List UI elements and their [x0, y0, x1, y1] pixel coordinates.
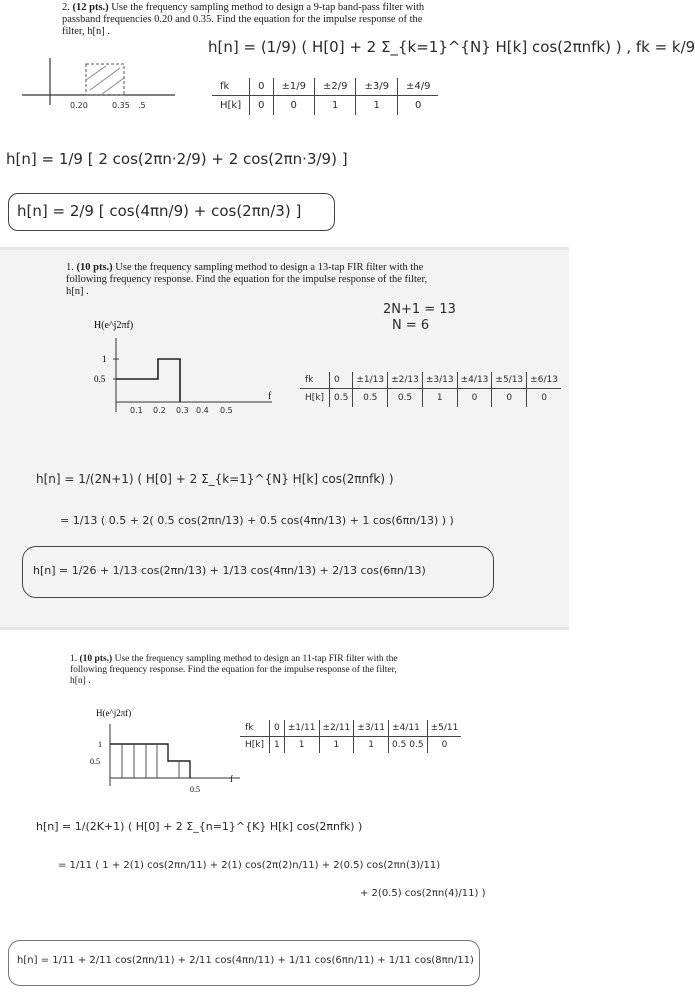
- table-row: [240, 720, 461, 737]
- table-cell: 1: [319, 737, 354, 754]
- table-cell: 0: [250, 78, 273, 96]
- table-cell: 0: [492, 389, 527, 408]
- table-cell: ±5/11: [430, 723, 459, 733]
- table-cell: ±6/13: [530, 375, 558, 385]
- statement-line-3: filter, h[n] .: [62, 26, 110, 37]
- row-label: fk: [300, 372, 330, 389]
- sample-table: [212, 78, 438, 115]
- problem-1-panel: [0, 0, 695, 250]
- plot-ylabel: H(e^j2πf): [94, 320, 134, 331]
- solution-step-1: = 1/11 ( 1 + 2(1) cos(2πn/11) + 2(1) cos(2π(2)n/11) + 2(0.5) cos(2πn(3)/11): [58, 860, 441, 871]
- table-row: [300, 389, 561, 408]
- x-tick-label: 0.1: [130, 406, 143, 415]
- table-cell: ±1/11: [284, 720, 319, 737]
- answer-box: [8, 193, 335, 231]
- table-cell: 0: [541, 393, 547, 403]
- table-cell: 0: [415, 100, 422, 111]
- statement-line-3: h[n] .: [66, 286, 89, 297]
- x-tick-label: 0.5: [190, 785, 200, 794]
- problem-2-panel: [0, 250, 569, 630]
- y-tick-label: 0.5: [94, 374, 106, 384]
- table-cell: 0.5: [330, 389, 353, 408]
- table-cell: ±4/9: [405, 81, 431, 92]
- final-answer: h[n] = 1/11 + 2/11 cos(2πn/11) + 2/11 cos(4πn/11) + 1/11 cos(6πn/11) + 1/11 cos(8πn/11): [17, 955, 474, 966]
- row-label: fk: [240, 720, 270, 737]
- answer-box: [8, 940, 480, 986]
- statement-line-1: Use the frequency sampling method to design a 13-tap FIR filter with the: [115, 262, 424, 273]
- x-tick-label: 0.2: [153, 406, 166, 415]
- note-2n-plus-1: 2N+1 = 13: [383, 302, 456, 317]
- table-cell: 0: [330, 372, 353, 389]
- statement-line-2: following frequency response. Find the equation for the impulse response of the filter,: [66, 274, 428, 285]
- tick-label: 0.20: [70, 101, 88, 110]
- table-cell: ±2/11: [319, 720, 354, 737]
- y-tick-label: 1: [98, 740, 102, 749]
- problem-points: (10 pts.): [79, 654, 113, 664]
- final-answer: h[n] = 2/9 [ cos(4πn/9) + cos(2πn/3) ]: [17, 202, 302, 220]
- x-tick-label: 0.5: [220, 406, 233, 415]
- statement-line-2: passband frequencies 0.20 and 0.35. Find the equation for the impulse response of the: [62, 14, 423, 25]
- tick-label: .5: [138, 101, 146, 110]
- solution-step-1: h[n] = 1/9 [ 2 cos(2πn·2/9) + 2 cos(2πn·3/9) ]: [6, 150, 348, 168]
- statement-line-3: h[n] .: [70, 676, 91, 686]
- table-cell: 0: [270, 720, 285, 737]
- row-label: H[k]: [212, 96, 250, 116]
- bandpass-sketch: [20, 50, 180, 120]
- frequency-response-plot: [80, 702, 250, 802]
- table-cell: ±3/11: [354, 720, 389, 737]
- statement-line-2: following frequency response. Find the equation for the impulse response of the filter,: [70, 665, 397, 675]
- table-cell: ±3/13: [422, 372, 457, 389]
- problem-number: 1.: [70, 654, 78, 664]
- table-cell: 0.5: [388, 389, 423, 408]
- frequency-response-plot: [82, 314, 282, 434]
- note-n: N = 6: [392, 318, 430, 333]
- table-cell: 0: [441, 740, 448, 750]
- general-equation: h[n] = (1/9) ( H[0] + 2 Σ_{k=1}^{N} H[k] cos(2πnfk) ) , fk = k/9: [208, 38, 695, 56]
- plot-xlabel: f: [268, 391, 272, 402]
- table-row: [212, 78, 438, 96]
- table-cell: 1: [354, 737, 389, 754]
- problem-2-statement: [66, 262, 536, 298]
- problem-1-statement: [62, 2, 542, 38]
- x-tick-label: 0.3: [176, 406, 189, 415]
- table-cell: 1: [314, 96, 355, 116]
- problem-number: 1.: [66, 262, 74, 273]
- problem-3-statement: [70, 654, 510, 687]
- y-tick-label: 0.5: [90, 757, 100, 766]
- problem-points: (10 pts.): [76, 262, 113, 273]
- row-label: H[k]: [300, 389, 330, 408]
- problem-3-panel: [0, 630, 569, 1007]
- table-cell: 0: [273, 96, 314, 116]
- answer-box: [22, 546, 494, 598]
- table-cell: ±5/13: [492, 372, 527, 389]
- final-answer: h[n] = 1/26 + 1/13 cos(2πn/13) + 1/13 cos(4πn/13) + 2/13 cos(6πn/13): [33, 564, 426, 577]
- problem-number: 2.: [62, 2, 70, 13]
- solution-step-1: = 1/13 ( 0.5 + 2( 0.5 cos(2πn/13) + 0.5 cos(4πn/13) + 1 cos(6πn/13) ) ): [60, 514, 454, 527]
- table-cell-value: 0.5: [409, 740, 424, 750]
- table-cell: 1: [356, 96, 397, 116]
- table-cell: 1: [284, 737, 319, 754]
- y-tick-label: 1: [102, 354, 107, 364]
- table-cell: ±3/9: [356, 78, 397, 96]
- plot-ylabel: H(e^j2πf): [96, 708, 132, 718]
- table-row: [212, 96, 438, 116]
- general-equation: h[n] = 1/(2K+1) ( H[0] + 2 Σ_{n=1}^{K} H[k] cos(2πnfk) ): [36, 820, 363, 833]
- table-row: [240, 737, 461, 754]
- table-cell: ±1/13: [353, 372, 388, 389]
- table-row: [300, 372, 561, 389]
- table-cell: [389, 737, 428, 754]
- table-cell: ±4/13: [457, 372, 492, 389]
- table-cell: ±2/9: [314, 78, 355, 96]
- x-tick-label: 0.4: [196, 406, 209, 415]
- statement-line-1: Use the frequency sampling method to design a 9-tap band-pass filter with: [111, 2, 425, 13]
- table-cell: 0: [457, 389, 492, 408]
- sample-table: [300, 372, 561, 407]
- table-cell: 1: [270, 737, 285, 754]
- statement-line-1: Use the frequency sampling method to design an 11-tap FIR filter with the: [114, 654, 398, 664]
- table-cell: 0.5: [353, 389, 388, 408]
- sample-table: [240, 720, 461, 753]
- table-cell: ±2/13: [388, 372, 423, 389]
- tick-label: 0.35: [112, 101, 130, 110]
- row-label: H[k]: [240, 737, 270, 754]
- problem-points: (12 pts.): [72, 2, 109, 13]
- table-cell: ±4/11: [389, 720, 428, 737]
- table-cell: 0: [250, 96, 273, 116]
- solution-step-2: + 2(0.5) cos(2πn(4)/11) ): [360, 888, 486, 899]
- table-cell: 1: [422, 389, 457, 408]
- table-cell-value: 0.5: [392, 740, 407, 750]
- plot-xlabel: f: [230, 774, 233, 784]
- table-cell: ±1/9: [273, 78, 314, 96]
- row-label: fk: [212, 78, 250, 96]
- general-equation: h[n] = 1/(2N+1) ( H[0] + 2 Σ_{k=1}^{N} H[k] cos(2πnfk) ): [36, 472, 394, 486]
